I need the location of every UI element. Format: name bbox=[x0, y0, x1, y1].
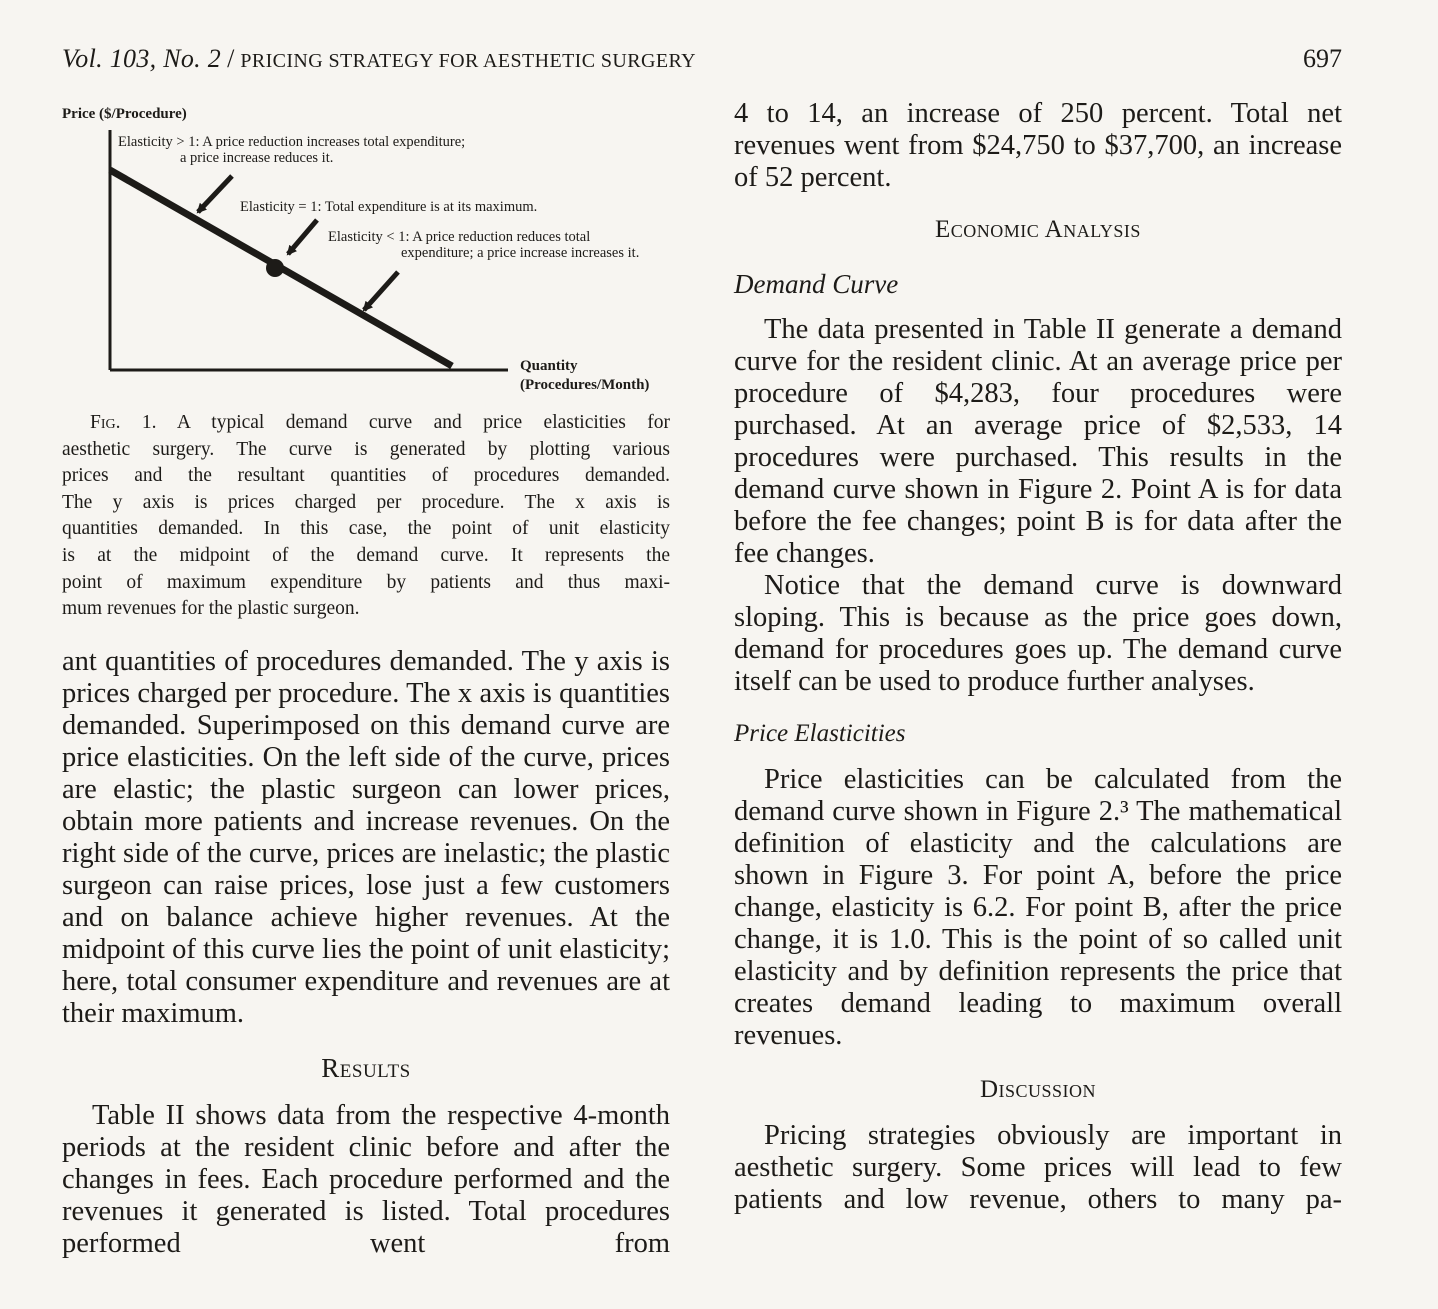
caption-line: quantities demanded. In this case, the point of unit elasticity bbox=[62, 518, 670, 540]
unit-elasticity-label: Elasticity = 1: Total expenditure is at its maximum. bbox=[240, 199, 538, 215]
results-heading: Results bbox=[321, 1053, 411, 1083]
caption-line: aesthetic surgery. The curve is generated by plotting various bbox=[62, 438, 670, 460]
caption-line: The y axis is prices charged per procedure. The x axis is bbox=[62, 491, 670, 513]
elastic-arrow bbox=[198, 176, 232, 212]
paragraph-discussion: Pricing strategies obviously are important in aesthetic surgery. Some prices will lead to few patients and low revenue, others to many pa- bbox=[734, 1120, 1342, 1215]
x-axis-label-line2: (Procedures/Month) bbox=[520, 377, 650, 393]
figure-1-caption bbox=[62, 410, 670, 623]
economic-analysis-heading: Economic Analysis bbox=[935, 216, 1141, 243]
caption-line: point of maximum expenditure by patients and thus maxi- bbox=[62, 571, 670, 593]
running-title: PRICING STRATEGY FOR AESTHETIC SURGERY bbox=[240, 50, 696, 72]
discussion-heading: Discussion bbox=[979, 1076, 1097, 1103]
inelastic-arrow bbox=[364, 272, 398, 310]
paragraph-demand-curve: The data presented in Table II generate a demand curve for the resident clinic. At an average price per procedure of $4,283, four procedures were purchased. At an average price of $2,533, 14 procedures were purchased. This results in the demand curve shown in Figure 2. Point A is for data before the fee changes; point B is for data after the fee changes. bbox=[734, 314, 1342, 569]
paragraph-results: Table II shows data from the respective 4-month periods at the resident clinic before and after the changes in fees. Each procedure performed and the revenues it generated is listed. Total procedures performed went from bbox=[62, 1100, 670, 1259]
inelastic-label-line2: expenditure; a price increase increases it. bbox=[401, 245, 640, 261]
caption-fig-prefix: Fig. 1. bbox=[90, 412, 157, 433]
unit-arrow bbox=[288, 220, 317, 254]
header-slash: / bbox=[227, 44, 235, 73]
caption-text: A typical demand curve and price elasticities for bbox=[176, 412, 670, 433]
caption-line bbox=[62, 410, 670, 437]
paragraph-revenue-increase: 4 to 14, an increase of 250 percent. Total net revenues went from $24,750 to $37,700, an increase of 52 percent. bbox=[734, 98, 1342, 193]
volume-info: Vol. 103, No. 2 bbox=[62, 44, 222, 73]
elastic-label-line1: Elasticity > 1: A price reduction increases total expenditure; bbox=[118, 134, 466, 150]
unit-elasticity-point bbox=[266, 259, 284, 277]
elastic-label-line2: a price increase reduces it. bbox=[180, 150, 334, 166]
running-header bbox=[62, 44, 1342, 84]
paragraph-elasticities-overview: ant quantities of procedures demanded. The y axis is prices charged per procedure. The x axis is quantities demanded. Superimposed on this demand curve are price elasticities. On the left side of the curve, prices are elastic; the plastic surgeon can lower prices, obtain more patients and increase revenues. On the right side of the curve, prices are inelastic; the plastic surgeon can raise prices, lose just a few customers and on balance achieve higher revenues. At the midpoint of this curve lies the point of unit elasticity; here, total consumer expenditure and revenues are at their maximum. bbox=[62, 646, 670, 1029]
page-number: 697 bbox=[1303, 44, 1342, 73]
left-column bbox=[62, 646, 670, 1260]
caption-line: is at the midpoint of the demand curve. It represents the bbox=[62, 544, 670, 566]
paragraph-price-elasticities: Price elasticities can be calculated from the demand curve shown in Figure 2.³ The mathematical definition of elasticity and the calculations are shown in Figure 3. For point A, before the price change, elasticity is 6.2. For point B, after the price change, it is 1.0. This is the point of so called unit elasticity and by definition represents the price that creates demand leading to maximum overall revenues. bbox=[734, 764, 1342, 1051]
caption-line: prices and the resultant quantities of procedures demanded. bbox=[62, 465, 670, 487]
price-elasticities-heading: Price Elasticities bbox=[734, 720, 906, 747]
inelastic-label-line1: Elasticity < 1: A price reduction reduces total bbox=[328, 229, 591, 245]
paragraph-downward-sloping: Notice that the demand curve is downward sloping. This is because as the price goes down, demand for procedures goes up. The demand curve itself can be used to produce further analyses. bbox=[734, 570, 1342, 697]
figure-1-demand-curve bbox=[62, 102, 672, 400]
y-axis-label: Price ($/Procedure) bbox=[62, 106, 187, 122]
right-column bbox=[734, 98, 1342, 1216]
demand-curve-heading: Demand Curve bbox=[734, 269, 899, 299]
caption-line: mum revenues for the plastic surgeon. bbox=[62, 598, 360, 620]
x-axis-label-line1: Quantity bbox=[520, 358, 578, 374]
